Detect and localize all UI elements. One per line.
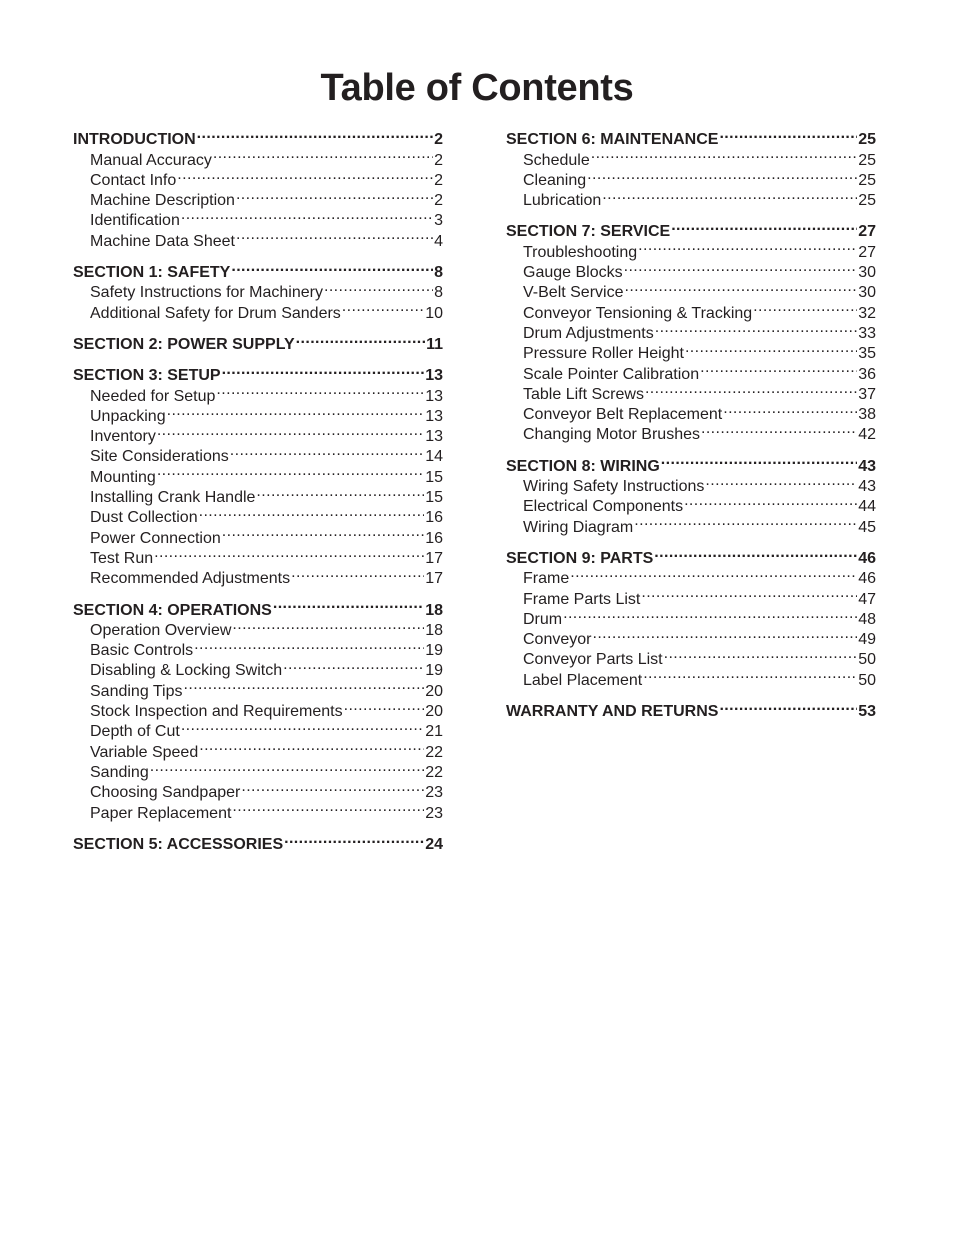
dot-leader [232,797,424,817]
dot-leader [643,664,857,684]
toc-section [506,696,876,721]
dot-leader [181,716,424,736]
entry-title: Machine Description [90,192,235,210]
entry-title: Electrical Components [523,498,684,516]
dot-leader [563,604,857,624]
toc-section [506,216,876,444]
page-number: 4 [434,232,443,250]
entry-title: Test Run [90,549,154,567]
page-number: 30 [858,264,876,282]
entry-title: Paper Replacement [90,804,232,822]
entry-title: Drum [523,610,563,628]
dot-leader [685,338,857,358]
entry-title: Contact Info [90,171,177,189]
dot-leader [184,675,425,695]
dot-leader [719,124,857,144]
entry-title: Mounting [90,468,156,486]
page-number: 21 [425,723,443,741]
dot-leader [634,511,857,531]
dot-leader [283,655,424,675]
toc-right-column [506,124,876,727]
dot-leader [181,205,433,225]
toc-section-heading[interactable] [73,829,443,853]
page-number: 25 [858,192,876,210]
page-number: 23 [425,804,443,822]
entry-title: Changing Motor Brushes [523,426,700,444]
page-number: 8 [434,284,443,302]
toc-section-heading[interactable] [506,543,876,567]
dot-leader [701,419,857,439]
entry-title: Stock Inspection and Requirements [90,703,343,721]
dot-leader [197,124,433,144]
page-number: 33 [858,324,876,342]
dot-leader [342,297,424,317]
dot-leader [654,543,857,563]
entry-title: Lubrication [523,192,602,210]
section-title: SECTION 4: OPERATIONS [73,601,272,619]
toc-section [506,124,876,210]
toc-section [73,594,443,822]
entry-title: Installing Crank Handle [90,489,256,507]
page-number: 37 [858,385,876,403]
entry-title: Unpacking [90,407,166,425]
dot-leader [719,696,857,716]
page-number: 24 [425,835,443,853]
page-number: 2 [434,131,443,149]
entry-title: Dust Collection [90,509,198,527]
toc-section [73,829,443,853]
entry-title: Pressure Roller Height [523,345,684,363]
dot-leader [232,615,424,635]
entry-title: Label Placement [523,671,643,689]
dot-leader [236,225,433,245]
section-title: SECTION 9: PARTS [506,549,654,567]
page-number: 13 [425,367,443,385]
toc-left-column [73,124,443,860]
page-number: 25 [858,151,876,169]
dot-leader [661,450,857,470]
page-number: 44 [858,498,876,516]
page-number: 46 [858,570,876,588]
page-number: 43 [858,478,876,496]
entry-title: Site Considerations [90,448,229,466]
dot-leader [296,329,425,349]
toc-section-heading[interactable] [506,124,876,149]
entry-title: Troubleshooting [523,243,638,261]
page-number: 23 [425,784,443,802]
entry-title: Sanding [90,763,149,781]
dot-leader [154,543,424,563]
page-number: 36 [858,365,876,383]
page-number: 2 [434,171,443,189]
dot-leader [723,399,857,419]
dot-leader [222,360,425,380]
section-title: SECTION 6: MAINTENANCE [506,131,719,149]
dot-leader [199,736,424,756]
entry-title: Manual Accuracy [90,151,212,169]
dot-leader [241,777,424,797]
page-number: 43 [858,457,876,475]
page-number: 35 [858,345,876,363]
dot-leader [664,644,858,664]
dot-leader [570,563,857,583]
entry-title: Conveyor Tensioning & Tracking [523,304,753,322]
page-number: 22 [425,743,443,761]
section-title: SECTION 3: SETUP [73,367,221,385]
page-number: 20 [425,682,443,700]
toc-section [73,124,443,250]
page-number: 32 [858,304,876,322]
page-number: 38 [858,406,876,424]
section-title: WARRANTY AND RETURNS [506,703,719,721]
dot-leader [324,277,433,297]
dot-leader [199,502,425,522]
page-number: 3 [434,212,443,230]
entry-title: Depth of Cut [90,723,180,741]
page-number: 47 [858,590,876,608]
dot-leader [591,144,857,164]
section-title: SECTION 1: SAFETY [73,264,231,282]
page-number: 27 [858,243,876,261]
page-number: 15 [425,489,443,507]
dot-leader [587,165,857,185]
dot-leader [256,482,424,502]
section-title: SECTION 5: ACCESSORIES [73,835,284,853]
entry-title: Frame [523,570,570,588]
entry-title: Conveyor Parts List [523,651,663,669]
entry-title: Basic Controls [90,642,194,660]
toc-section [73,329,443,353]
page-number: 14 [425,448,443,466]
dot-leader [167,401,425,421]
dot-leader [624,257,858,277]
dot-leader [645,379,857,399]
entry-title: Needed for Setup [90,387,216,405]
page-number: 11 [426,335,443,353]
toc-section-heading[interactable] [73,257,443,282]
entry-title: Wiring Diagram [523,518,634,536]
entry-title: Operation Overview [90,621,232,639]
toc-section-heading[interactable] [506,450,876,475]
page-number: 45 [858,518,876,536]
dot-leader [157,461,424,481]
page-number: 15 [425,468,443,486]
dot-leader [291,563,424,583]
page-number: 48 [858,610,876,628]
entry-title: Sanding Tips [90,682,183,700]
page-number: 18 [425,601,443,619]
page-number: 19 [425,642,443,660]
entry-title: Safety Instructions for Machinery [90,284,323,302]
section-title: SECTION 8: WIRING [506,457,660,475]
dot-leader [671,216,857,236]
toc-section-heading[interactable] [73,124,443,149]
entry-title: Table Lift Screws [523,385,644,403]
entry-title: Conveyor Belt Replacement [523,406,723,424]
page-number: 30 [858,284,876,302]
page-number: 13 [425,387,443,405]
page-number: 2 [434,151,443,169]
dot-leader [177,165,433,185]
entry-title: Recommended Adjustments [90,570,291,588]
entry-title: Gauge Blocks [523,264,623,282]
entry-title: Frame Parts List [523,590,641,608]
dot-leader [216,380,424,400]
page-number: 50 [858,671,876,689]
page-number: 17 [425,570,443,588]
page-number: 49 [858,631,876,649]
dot-leader [236,185,433,205]
page-number: 50 [858,651,876,669]
entry-title: Conveyor [523,631,592,649]
page-number: 25 [858,131,876,149]
page-number: 16 [425,529,443,547]
entry-title: Wiring Safety Instructions [523,478,705,496]
toc-section-heading[interactable] [506,696,876,721]
dot-leader [602,185,857,205]
page-number: 10 [425,304,443,322]
dot-leader [284,829,424,849]
entry-title: Variable Speed [90,743,199,761]
page-title: Table of Contents [320,67,634,109]
page-number: 8 [434,264,443,282]
page-number: 13 [425,428,443,446]
toc-section [506,450,876,536]
toc-section [73,360,443,588]
dot-leader [655,318,857,338]
dot-leader [213,144,433,164]
entry-title: Scale Pointer Calibration [523,365,700,383]
dot-leader [344,696,425,716]
page-number: 19 [425,662,443,680]
section-title: SECTION 7: SERVICE [506,223,671,241]
entry-title: Machine Data Sheet [90,232,235,250]
page-number: 20 [425,703,443,721]
dot-leader [194,635,424,655]
toc-section-heading[interactable] [506,216,876,241]
page-number: 16 [425,509,443,527]
entry-title: Drum Adjustments [523,324,654,342]
entry-title: Power Connection [90,529,221,547]
toc-section [73,257,443,322]
page-number: 13 [425,407,443,425]
page-number: 27 [858,223,876,241]
page-number: 17 [425,549,443,567]
entry-title: Choosing Sandpaper [90,784,241,802]
dot-leader [230,441,424,461]
toc-section [506,543,876,689]
toc-section-heading[interactable] [73,329,443,353]
dot-leader [231,257,433,277]
dot-leader [684,491,857,511]
page-number: 46 [858,549,876,567]
entry-title: V-Belt Service [523,284,624,302]
section-title: INTRODUCTION [73,131,196,149]
entry-title: Schedule [523,151,590,169]
entry-title: Cleaning [523,171,587,189]
entry-title: Additional Safety for Drum Sanders [90,304,341,322]
dot-leader [700,358,857,378]
dot-leader [638,236,857,256]
page-number: 22 [425,763,443,781]
dot-leader [753,297,857,317]
section-title: SECTION 2: POWER SUPPLY [73,335,295,353]
toc-section-heading[interactable] [73,594,443,619]
dot-leader [157,421,424,441]
dot-leader [641,583,857,603]
page-number: 18 [425,621,443,639]
dot-leader [705,471,857,491]
page-number: 25 [858,171,876,189]
dot-leader [150,757,424,777]
page-number: 2 [434,192,443,210]
toc-section-heading[interactable] [73,360,443,385]
dot-leader [592,624,857,644]
dot-leader [273,594,424,614]
entry-title: Disabling & Locking Switch [90,662,283,680]
entry-title: Inventory [90,428,156,446]
entry-title: Identification [90,212,180,230]
page-number: 42 [858,426,876,444]
dot-leader [624,277,857,297]
page-number: 53 [858,703,876,721]
dot-leader [222,522,424,542]
